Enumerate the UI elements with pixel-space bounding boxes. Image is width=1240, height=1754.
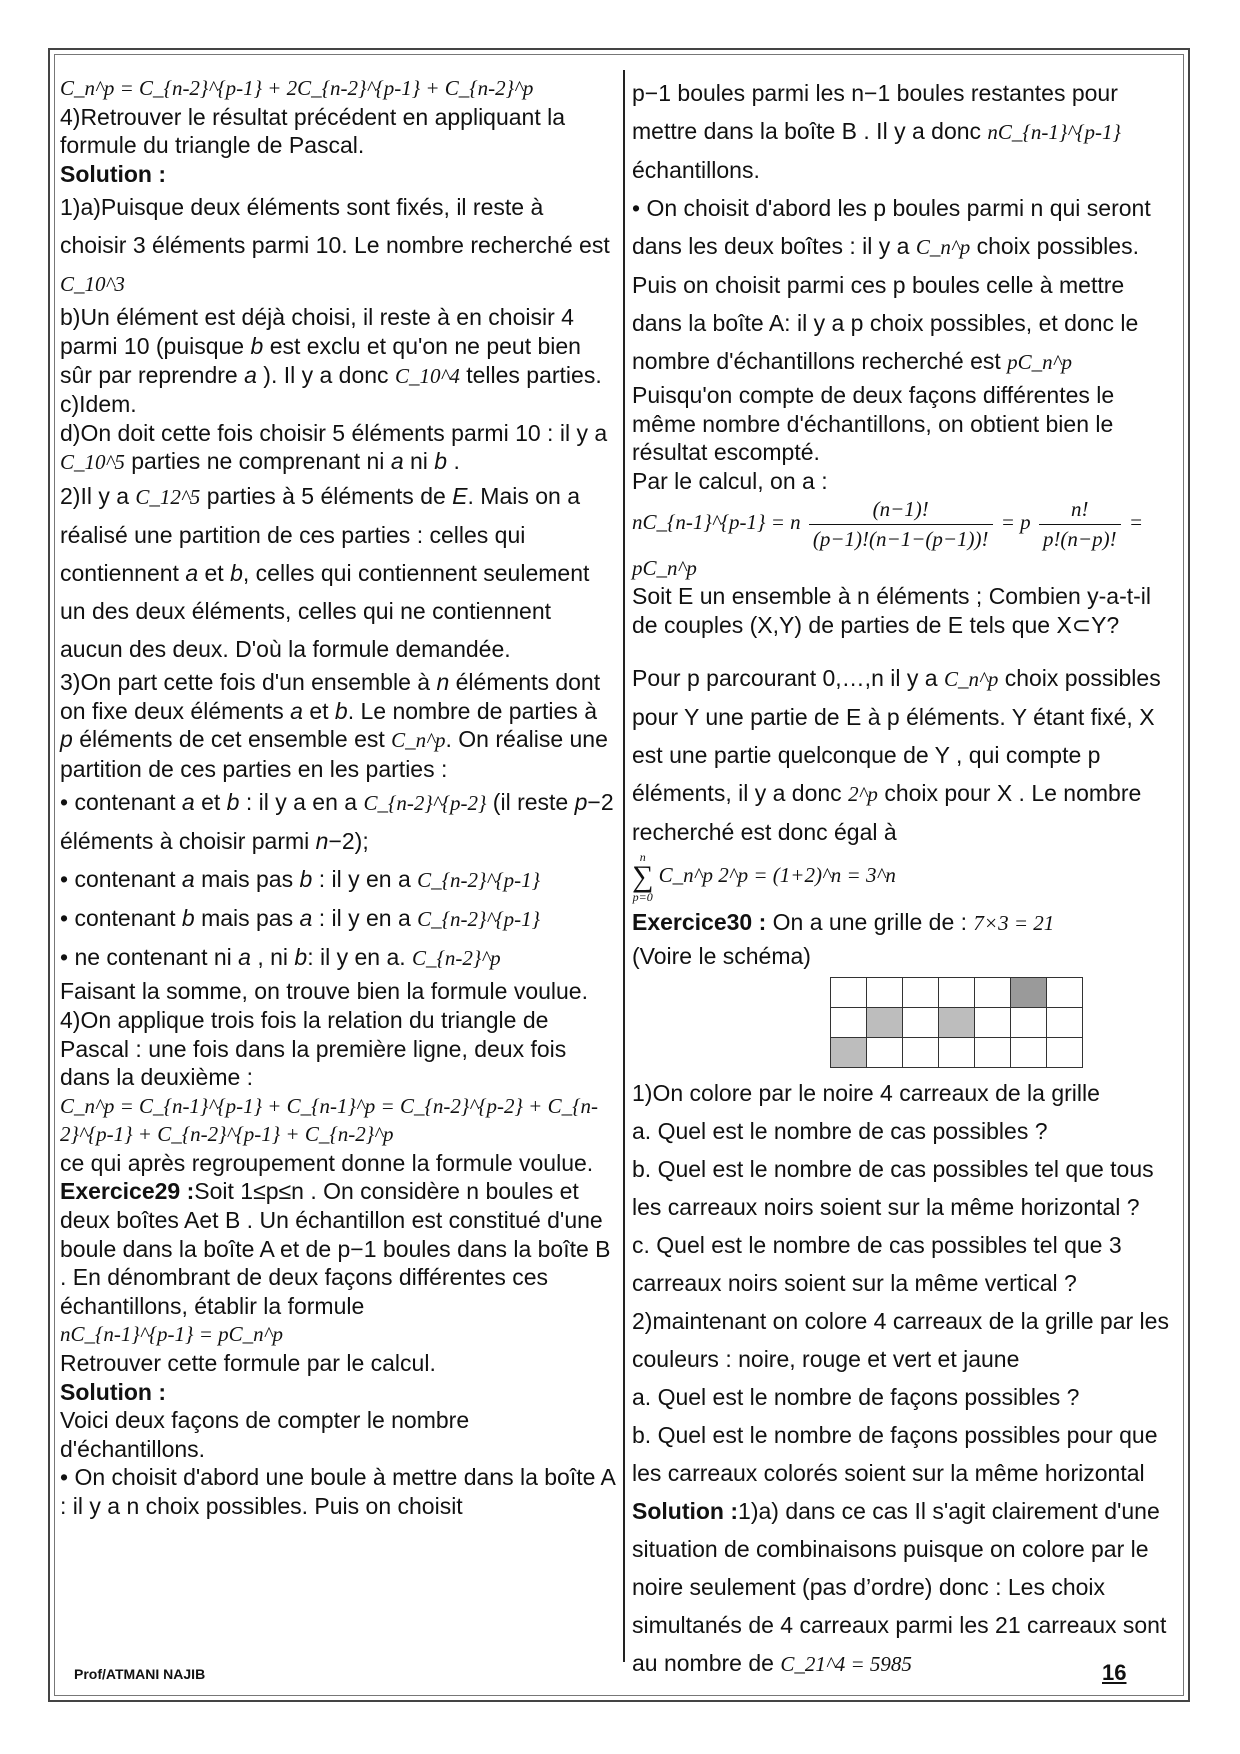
- solution-label: Solution :: [60, 160, 167, 187]
- grid-cell: [975, 977, 1011, 1007]
- question-couples: Soit E un ensemble à n éléments ; Combien y-a-t-il de couples (X,Y) de parties de E tels que X⊂Y?: [632, 583, 1152, 638]
- solution-1a: 1)a)Puisque deux éléments sont fixés, il reste à choisir 3 éléments parmi 10. Le nombre recherché est C_10^3: [60, 194, 610, 297]
- grid-cell: [831, 1037, 867, 1067]
- exercise-29-label: Exercice29 :: [60, 1178, 195, 1205]
- grid-cell: [867, 1007, 903, 1037]
- grid-cell: [831, 1007, 867, 1037]
- grid-cell: [1047, 1037, 1083, 1067]
- solution-4-end: ce qui après regroupement donne la formule voulue.: [60, 1149, 594, 1176]
- grid-cell: [903, 1007, 939, 1037]
- sum-text: Faisant la somme, on trouve bien la formule voulue.: [60, 978, 588, 1005]
- solution-1c: c)Idem.: [60, 391, 137, 418]
- calc-intro: Par le calcul, on a :: [632, 467, 828, 494]
- grid-row: [831, 1007, 1083, 1037]
- grid-cell: [975, 1037, 1011, 1067]
- sigma-icon: n ∑ p=0: [632, 850, 654, 905]
- q2: 2)maintenant on colore 4 carreaux de la grille par les couleurs : noire, rouge et vert et jaune: [632, 1307, 1169, 1372]
- grid-cell: [867, 1037, 903, 1067]
- solution-1b: b)Un élément est déjà choisi, il reste à en choisir 4 parmi 10 (puisque b est exclu et qu'on ne peut bien sûr par reprendre a ). Il y a donc C_10^4 telles parties.: [60, 304, 602, 388]
- q2a: a. Quel est le nombre de façons possibles ?: [632, 1383, 1080, 1410]
- math-c10-5: C_10^5: [60, 450, 125, 475]
- conclusion: Puisqu'on compte de deux façons différentes le même nombre d'échantillons, on obtient bien le résultat escompté.: [632, 382, 1115, 466]
- question-4: 4)Retrouver le résultat précédent en appliquant la formule du triangle de Pascal.: [60, 103, 566, 159]
- solution-30-label: Solution :: [632, 1497, 739, 1524]
- solution-3: 3)On part cette fois d'un ensemble à n éléments dont on fixe deux éléments a et b. Le nombre de parties à p éléments de cet ensemble est C_n^p. On réalise une partition de ces parties en les parties :: [60, 668, 608, 782]
- grid-cell: [1011, 977, 1047, 1007]
- column-divider: [623, 70, 625, 1662]
- grid-row: [831, 1037, 1083, 1067]
- solution-29-bullet-1: • On choisit d'abord une boule à mettre dans la boîte A : il y a n choix possibles. Puis on choisit: [60, 1464, 615, 1519]
- left-column: [60, 74, 616, 1521]
- exercise-30-voir: (Voire le schéma): [632, 943, 811, 970]
- grid-cell: [1047, 977, 1083, 1007]
- bullet-neither: • ne contenant ni a , ni b: il y en a. C_{n-2}^p: [60, 944, 501, 971]
- math-c10-3: C_10^3: [60, 272, 125, 297]
- grid-cell: [903, 977, 939, 1007]
- grid-diagram: [830, 977, 1083, 1068]
- math-c10-4: C_10^4: [394, 363, 460, 388]
- formula-top: C_n^p = C_{n-2}^{p-1} + 2C_{n-2}^{p-1} + C_{n-2}^p: [60, 76, 534, 100]
- fraction-1: $\frac{(n-1)!}{(p-1)!(n-1-(p-1))!}$: [809, 495, 993, 553]
- bullet-b-not-a: • contenant b mais pas a : il y en a C_{n-2}^{p-1}: [60, 905, 541, 932]
- solution-30: Solution :1)a) dans ce cas Il s'agit clairement d'une situation de combinaisons puisque on colore par le noire seulement (pas d’ordre) donc : Les choix simultanés de 4 carreaux parmi les 21 carreaux sont au nombre de C_21^4 = 5985: [632, 1497, 1167, 1676]
- bullet-a-not-b: • contenant a mais pas b : il y en a C_{n-2}^{p-1}: [60, 866, 541, 893]
- continuation: p−1 boules parmi les n−1 boules restantes pour mettre dans la boîte B . Il y a donc nC_{n-1}^{p-1} échantillons.: [632, 80, 1121, 183]
- solution-29-label: Solution :: [60, 1378, 167, 1405]
- grid-cell: [1047, 1007, 1083, 1037]
- grid-cell: [1011, 1037, 1047, 1067]
- grid-cell: [1011, 1007, 1047, 1037]
- grid-cell: [939, 1037, 975, 1067]
- bullet-second-method: • On choisit d'abord les p boules parmi n qui seront dans les deux boîtes : il y a C_n^p choix possibles. Puis on choisit parmi ces p boules celle à mettre dans la boîte A: il y a p choix possibles, et donc le nombre d'échantillons recherché est pC_n^p: [632, 195, 1151, 374]
- right-column: [632, 74, 1180, 1683]
- math-cnp: C_n^p: [391, 728, 446, 753]
- exercise-30-label: Exercice30 :: [632, 909, 767, 936]
- exercise-30: Exercice30 : On a une grille de : 7×3 = 21: [632, 909, 1055, 936]
- exercise-29-question: Retrouver cette formule par le calcul.: [60, 1350, 436, 1377]
- calc-equation: nC_{n-1}^{p-1} = n $\frac{(n-1)!}{(p-1)!(n-1-(p-1))!}$ = p $\frac{n!}{p!(n-p)!}$ = pC_n^p: [632, 497, 1144, 580]
- exercise-29-formula: nC_{n-1}^{p-1} = pC_n^p: [60, 1322, 283, 1347]
- author-footer: Prof/ATMANI NAJIB: [74, 1666, 206, 1682]
- math-c12-5: C_12^5: [135, 484, 201, 509]
- grid-cell: [939, 1007, 975, 1037]
- q1a: a. Quel est le nombre de cas possibles ?: [632, 1117, 1048, 1144]
- page-number: 16: [1102, 1660, 1127, 1685]
- grid-cell: [975, 1007, 1011, 1037]
- spacer: [632, 639, 1180, 659]
- sum-formula: n ∑ p=0 C_n^p 2^p = (1+2)^n = 3^n: [632, 850, 896, 905]
- pascal-formula: C_n^p = C_{n-1}^{p-1} + C_{n-1}^p = C_{n-2}^{p-2} + C_{n-2}^{p-1} + C_{n-2}^{p-1} + C_{n-2}^p: [60, 1093, 598, 1147]
- solution-29-intro: Voici deux façons de compter le nombre d'échantillons.: [60, 1407, 470, 1462]
- q1c: c. Quel est le nombre de cas possibles tel que 3 carreaux noirs soient sur la même vertical ?: [632, 1231, 1122, 1296]
- answer-couples: Pour p parcourant 0,…,n il y a C_n^p choix possibles pour Y une partie de E à p éléments. Y étant fixé, X est une partie quelconque de Y , qui compte p éléments, il y a donc 2^p choix pour X . Le nombre recherché est donc égal à: [632, 665, 1161, 846]
- grid-cell: [867, 977, 903, 1007]
- grid-cell: [831, 977, 867, 1007]
- grid-row: [831, 977, 1083, 1007]
- solution-4: 4)On applique trois fois la relation du triangle de Pascal : une fois dans la première ligne, deux fois dans la deuxième :: [60, 1006, 567, 1091]
- bullet-contains-a-and-b: • contenant a et b : il y a en a C_{n-2}^{p-2} (il reste p−2 éléments à choisir parmi n−2);: [60, 789, 614, 855]
- q1b: b. Quel est le nombre de cas possibles tel que tous les carreaux noirs soient sur la même horizontal ?: [632, 1155, 1154, 1220]
- solution-2: 2)Il y a C_12^5 parties à 5 éléments de E. Mais on a réalisé une partition de ces parties : celles qui contiennent a et b, celles qui contiennent seulement un des deux éléments, celles qui ne contiennent aucun des deux. D'où la formule demandée.: [60, 482, 590, 662]
- grid-cell: [903, 1037, 939, 1067]
- q1: 1)On colore par le noire 4 carreaux de la grille: [632, 1079, 1100, 1106]
- grid-cell: [939, 977, 975, 1007]
- exercise-29: Exercice29 :Soit 1≤p≤n . On considère n boules et deux boîtes Aet B . Un échantillon est constitué d'une boule dans la boîte A et de p−1 boules dans la boîte B . En dénombrant de deux façons différentes ces échantillons, établir la formule: [60, 1178, 611, 1319]
- q2b: b. Quel est le nombre de façons possibles pour que les carreaux colorés soient sur la même horizontal: [632, 1421, 1158, 1486]
- solution-1d: d)On doit cette fois choisir 5 éléments parmi 10 : il y a C_10^5 parties ne comprenant ni a ni b .: [60, 419, 608, 475]
- fraction-2: $\frac{n!}{p!(n-p)!}$: [1039, 495, 1121, 553]
